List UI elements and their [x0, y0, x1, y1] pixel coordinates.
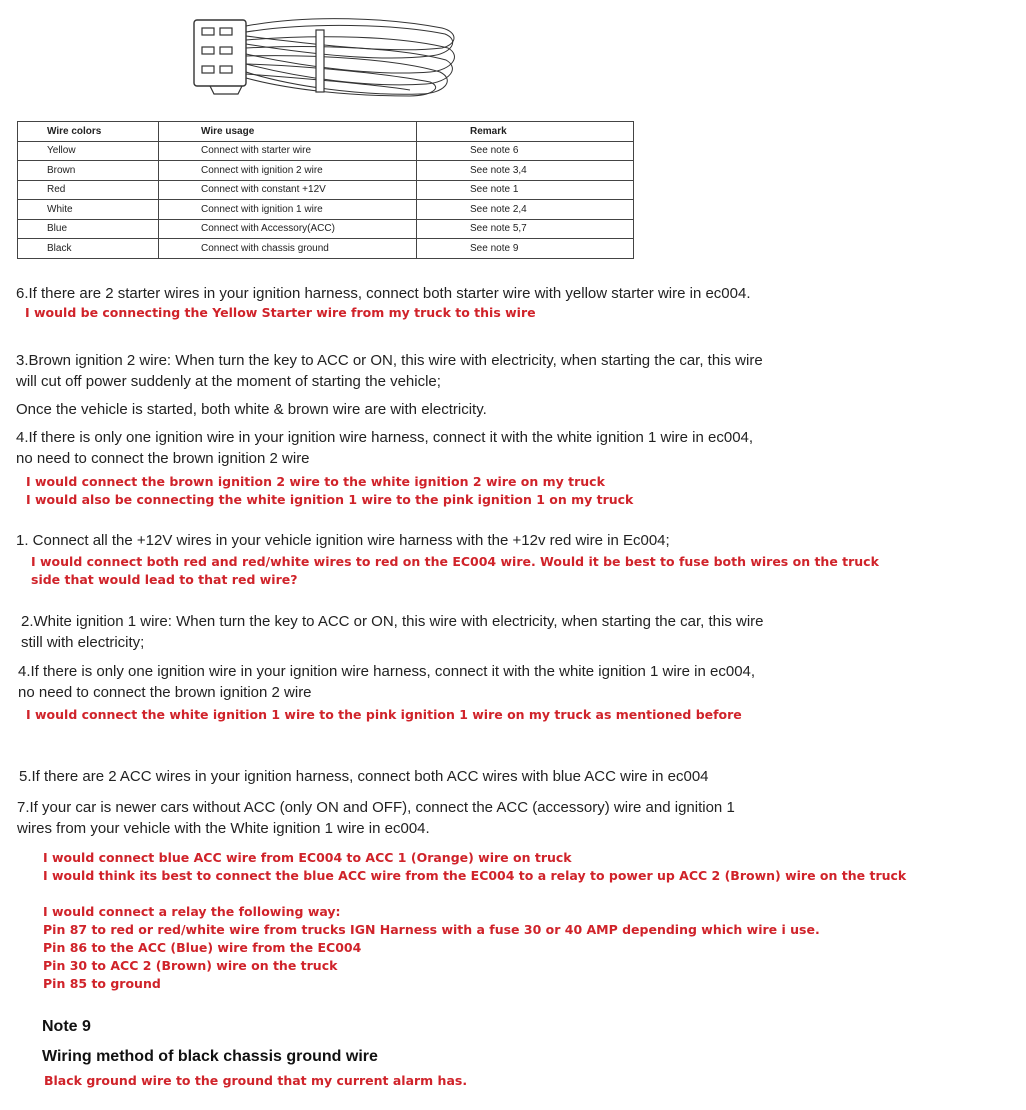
- note-1-text: 1. Connect all the +12V wires in your vehicle ignition wire harness with the +12v red wire in Ec004;: [16, 532, 670, 549]
- note-1-comment-1: I would connect both red and red/white wires to red on the EC004 wire. Would it be best to fuse both wires on the truck: [31, 554, 879, 569]
- note-3-line-1: 3.Brown ignition 2 wire: When turn the key to ACC or ON, this wire with electricity, when starting the car, this wire: [16, 352, 763, 369]
- header-wire-usage: Wire usage: [159, 122, 417, 142]
- table-row: [18, 141, 634, 161]
- cell-wire-color: White: [18, 200, 159, 220]
- relay-comment-3: Pin 86 to the ACC (Blue) wire from the EC004: [43, 940, 362, 955]
- cell-wire-color: Red: [18, 180, 159, 200]
- note-4-comment-1: I would connect the brown ignition 2 wire to the white ignition 2 wire on my truck: [26, 474, 605, 489]
- note-9-title: Note 9: [42, 1018, 91, 1035]
- note-1-comment-2: side that would lead to that red wire?: [31, 572, 298, 587]
- note-9-subtitle: Wiring method of black chassis ground wire: [42, 1048, 378, 1065]
- note-9-comment: Black ground wire to the ground that my current alarm has.: [44, 1073, 468, 1088]
- cell-wire-color: Yellow: [18, 141, 159, 161]
- note-2-line-2: still with electricity;: [21, 634, 145, 651]
- cell-wire-usage: Connect with ignition 2 wire: [159, 161, 417, 181]
- note-4b-line-1: 4.If there is only one ignition wire in your ignition wire harness, connect it with the white ignition 1 wire in ec004,: [18, 663, 756, 680]
- note-7-comment-1: I would connect blue ACC wire from EC004 to ACC 1 (Orange) wire on truck: [43, 850, 572, 865]
- cell-wire-color: Blue: [18, 219, 159, 239]
- note-2-line-1: 2.White ignition 1 wire: When turn the key to ACC or ON, this wire with electricity, when starting the car, this wire: [21, 613, 764, 630]
- header-wire-colors: Wire colors: [18, 122, 159, 142]
- note-5-text: 5.If there are 2 ACC wires in your ignition harness, connect both ACC wires with blue ACC wire in ec004: [19, 768, 709, 785]
- note-6-text: 6.If there are 2 starter wires in your ignition harness, connect both starter wire with yellow starter wire in ec004.: [16, 285, 751, 302]
- note-3-line-3: Once the vehicle is started, both white & brown wire are with electricity.: [16, 401, 487, 418]
- note-7-line-1: 7.If your car is newer cars without ACC (only ON and OFF), connect the ACC (accessory) wire and ignition 1: [17, 799, 735, 816]
- note-4-line-2: no need to connect the brown ignition 2 wire: [16, 450, 310, 467]
- wire-table: [17, 121, 634, 259]
- table-header-row: [18, 122, 634, 142]
- relay-comment-4: Pin 30 to ACC 2 (Brown) wire on the truck: [43, 958, 338, 973]
- table-row: [18, 180, 634, 200]
- cell-remark: See note 6: [417, 141, 634, 161]
- cell-wire-usage: Connect with chassis ground: [159, 239, 417, 259]
- note-7-comment-2: I would think its best to connect the blue ACC wire from the EC004 to a relay to power up ACC 2 (Brown) wire on the truck: [43, 868, 907, 883]
- relay-comment-2: Pin 87 to red or red/white wire from trucks IGN Harness with a fuse 30 or 40 AMP depending which wire i use.: [43, 922, 820, 937]
- cell-remark: See note 2,4: [417, 200, 634, 220]
- header-remark: Remark: [417, 122, 634, 142]
- table-row: [18, 239, 634, 259]
- note-4-comment-2: I would also be connecting the white ignition 1 wire to the pink ignition 1 on my truck: [26, 492, 634, 507]
- cell-wire-usage: Connect with ignition 1 wire: [159, 200, 417, 220]
- note-7-line-2: wires from your vehicle with the White ignition 1 wire in ec004.: [17, 820, 430, 837]
- table-row: [18, 200, 634, 220]
- table-row: [18, 161, 634, 181]
- cell-remark: See note 9: [417, 239, 634, 259]
- relay-comment-1: I would connect a relay the following way:: [43, 904, 341, 919]
- cell-remark: See note 1: [417, 180, 634, 200]
- relay-comment-5: Pin 85 to ground: [43, 976, 161, 991]
- table-row: [18, 219, 634, 239]
- cell-remark: See note 3,4: [417, 161, 634, 181]
- cell-wire-usage: Connect with starter wire: [159, 141, 417, 161]
- cell-wire-usage: Connect with Accessory(ACC): [159, 219, 417, 239]
- note-6-comment: I would be connecting the Yellow Starter wire from my truck to this wire: [25, 305, 536, 320]
- wire-harness-illustration: [190, 14, 460, 98]
- note-4b-line-2: no need to connect the brown ignition 2 wire: [18, 684, 312, 701]
- cell-wire-color: Brown: [18, 161, 159, 181]
- note-3-line-2: will cut off power suddenly at the moment of starting the vehicle;: [16, 373, 441, 390]
- note-4b-comment: I would connect the white ignition 1 wire to the pink ignition 1 wire on my truck as mentioned before: [26, 707, 742, 722]
- cell-wire-usage: Connect with constant +12V: [159, 180, 417, 200]
- cell-remark: See note 5,7: [417, 219, 634, 239]
- cell-wire-color: Black: [18, 239, 159, 259]
- note-4-line-1: 4.If there is only one ignition wire in your ignition wire harness, connect it with the white ignition 1 wire in ec004,: [16, 429, 754, 446]
